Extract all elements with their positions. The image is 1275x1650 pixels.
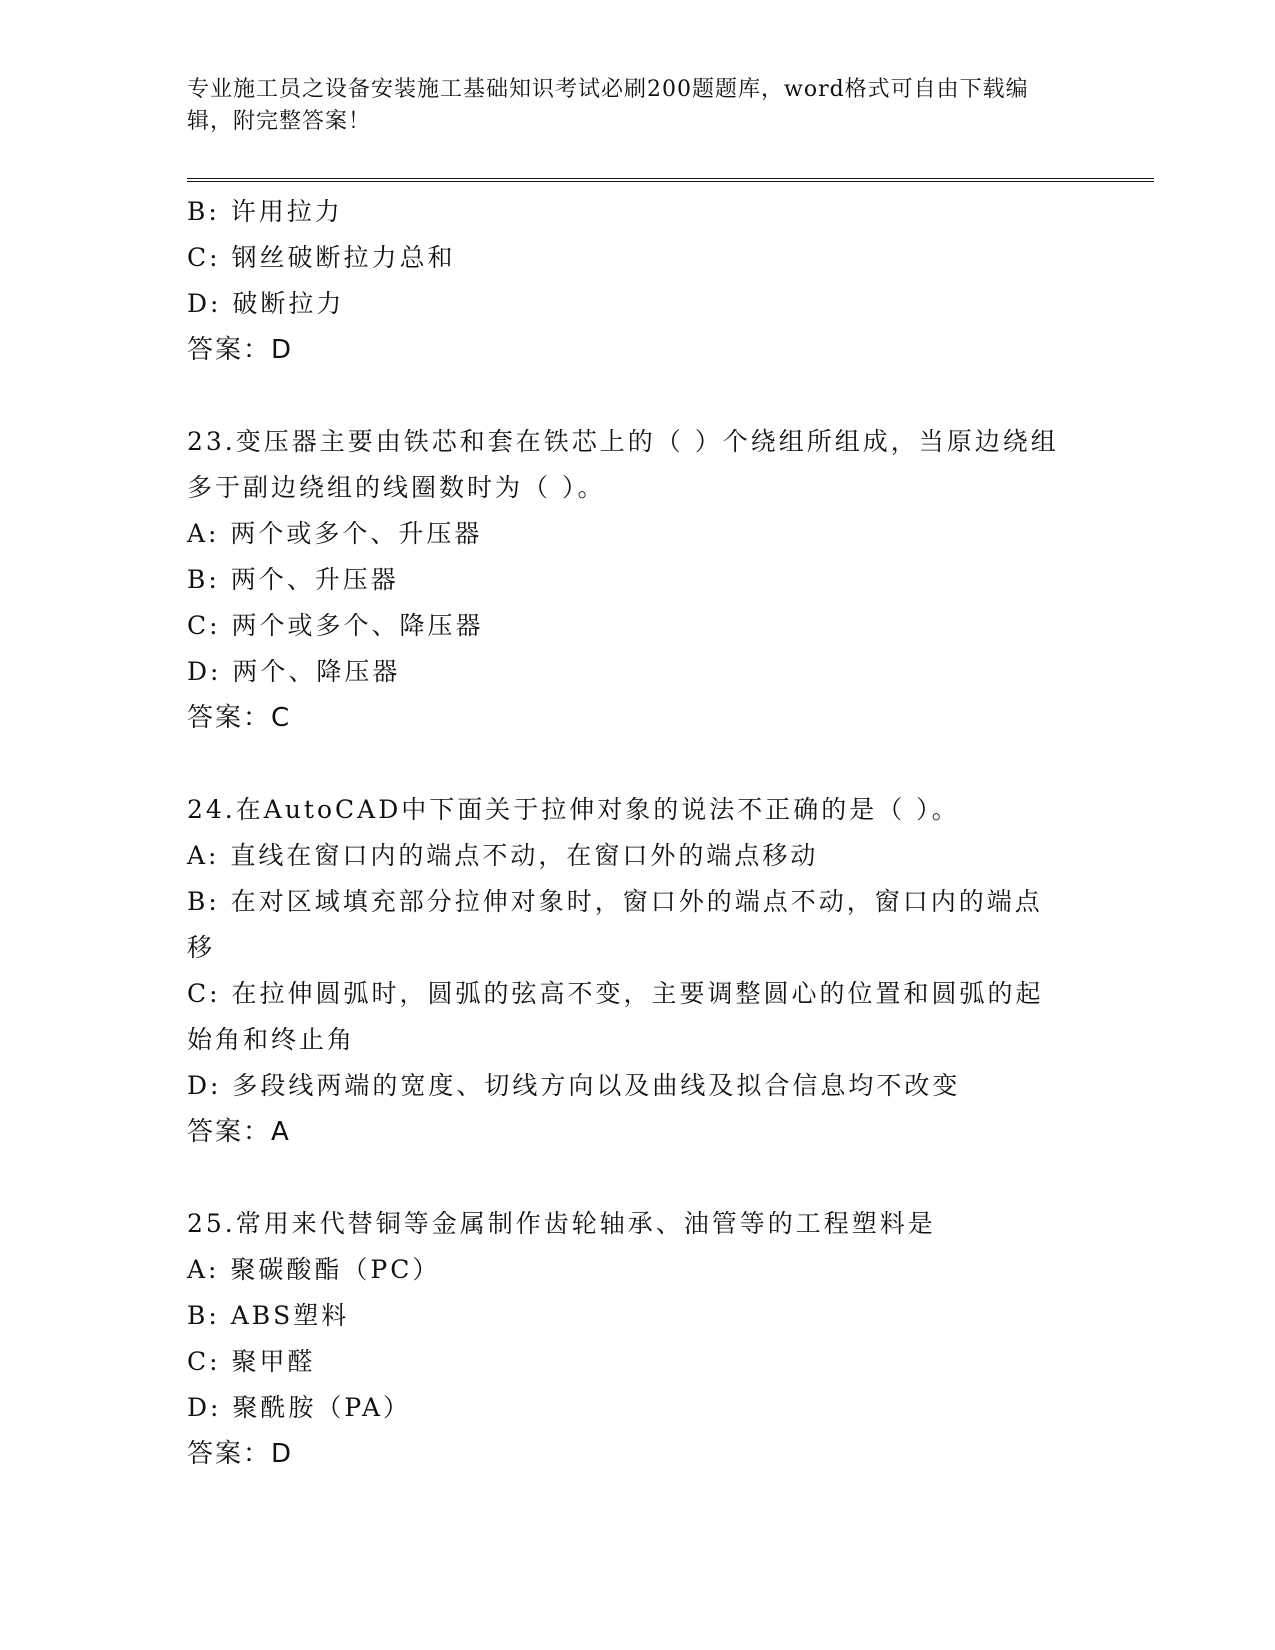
option-c: C: 在拉伸圆弧时，圆弧的弦高不变，主要调整圆心的位置和圆弧的起始角和终止角 (187, 979, 1044, 1054)
header-divider (187, 178, 1154, 182)
question-25 (187, 1201, 1087, 1477)
question-23 (187, 419, 1087, 741)
option-d: D: 多段线两端的宽度、切线方向以及曲线及拟合信息均不改变 (187, 1071, 961, 1100)
option-c: C: 两个或多个、降压器 (187, 611, 484, 640)
option-c: C: 聚甲醛 (187, 1347, 316, 1376)
option-d: D: 两个、降压器 (187, 657, 401, 686)
question-22 (187, 189, 1087, 373)
option-a: A: 直线在窗口内的端点不动，在窗口外的端点移动 (187, 841, 819, 870)
option-b: B: 两个、升压器 (187, 565, 399, 594)
question-text: 25.常用来代替铜等金属制作齿轮轴承、油管等的工程塑料是 (187, 1209, 936, 1238)
question-text: 24.在AutoCAD中下面关于拉伸对象的说法不正确的是（ ）。 (187, 795, 960, 824)
answer: 答案：D (187, 1439, 294, 1469)
answer: 答案：D (187, 335, 294, 365)
option-b: B: 在对区域填充部分拉伸对象时，窗口外的端点不动，窗口内的端点移 (187, 887, 1043, 962)
page-header: 专业施工员之设备安装施工基础知识考试必刷200题题库，word格式可自由下载编辑，附完整答案！ (187, 77, 1029, 134)
option-b: B: ABS塑料 (187, 1301, 350, 1330)
option-d: D: 聚酰胺（PA） (187, 1393, 411, 1422)
answer: 答案：A (187, 1117, 291, 1147)
option-b: B: 许用拉力 (187, 197, 343, 226)
option-c: C: 钢丝破断拉力总和 (187, 243, 456, 272)
option-a: A: 两个或多个、升压器 (187, 519, 483, 548)
option-d: D: 破断拉力 (187, 289, 345, 318)
option-a: A: 聚碳酸酯（PC） (187, 1255, 441, 1284)
question-text: 23.变压器主要由铁芯和套在铁芯上的（ ）个绕组所组成，当原边绕组多于副边绕组的线圈数时为（ ）。 (187, 427, 1059, 502)
spacer (187, 373, 1087, 419)
spacer (187, 741, 1087, 787)
answer: 答案：C (187, 703, 292, 733)
question-24 (187, 787, 1087, 1155)
document-body (187, 189, 1087, 1477)
spacer (187, 1155, 1087, 1201)
